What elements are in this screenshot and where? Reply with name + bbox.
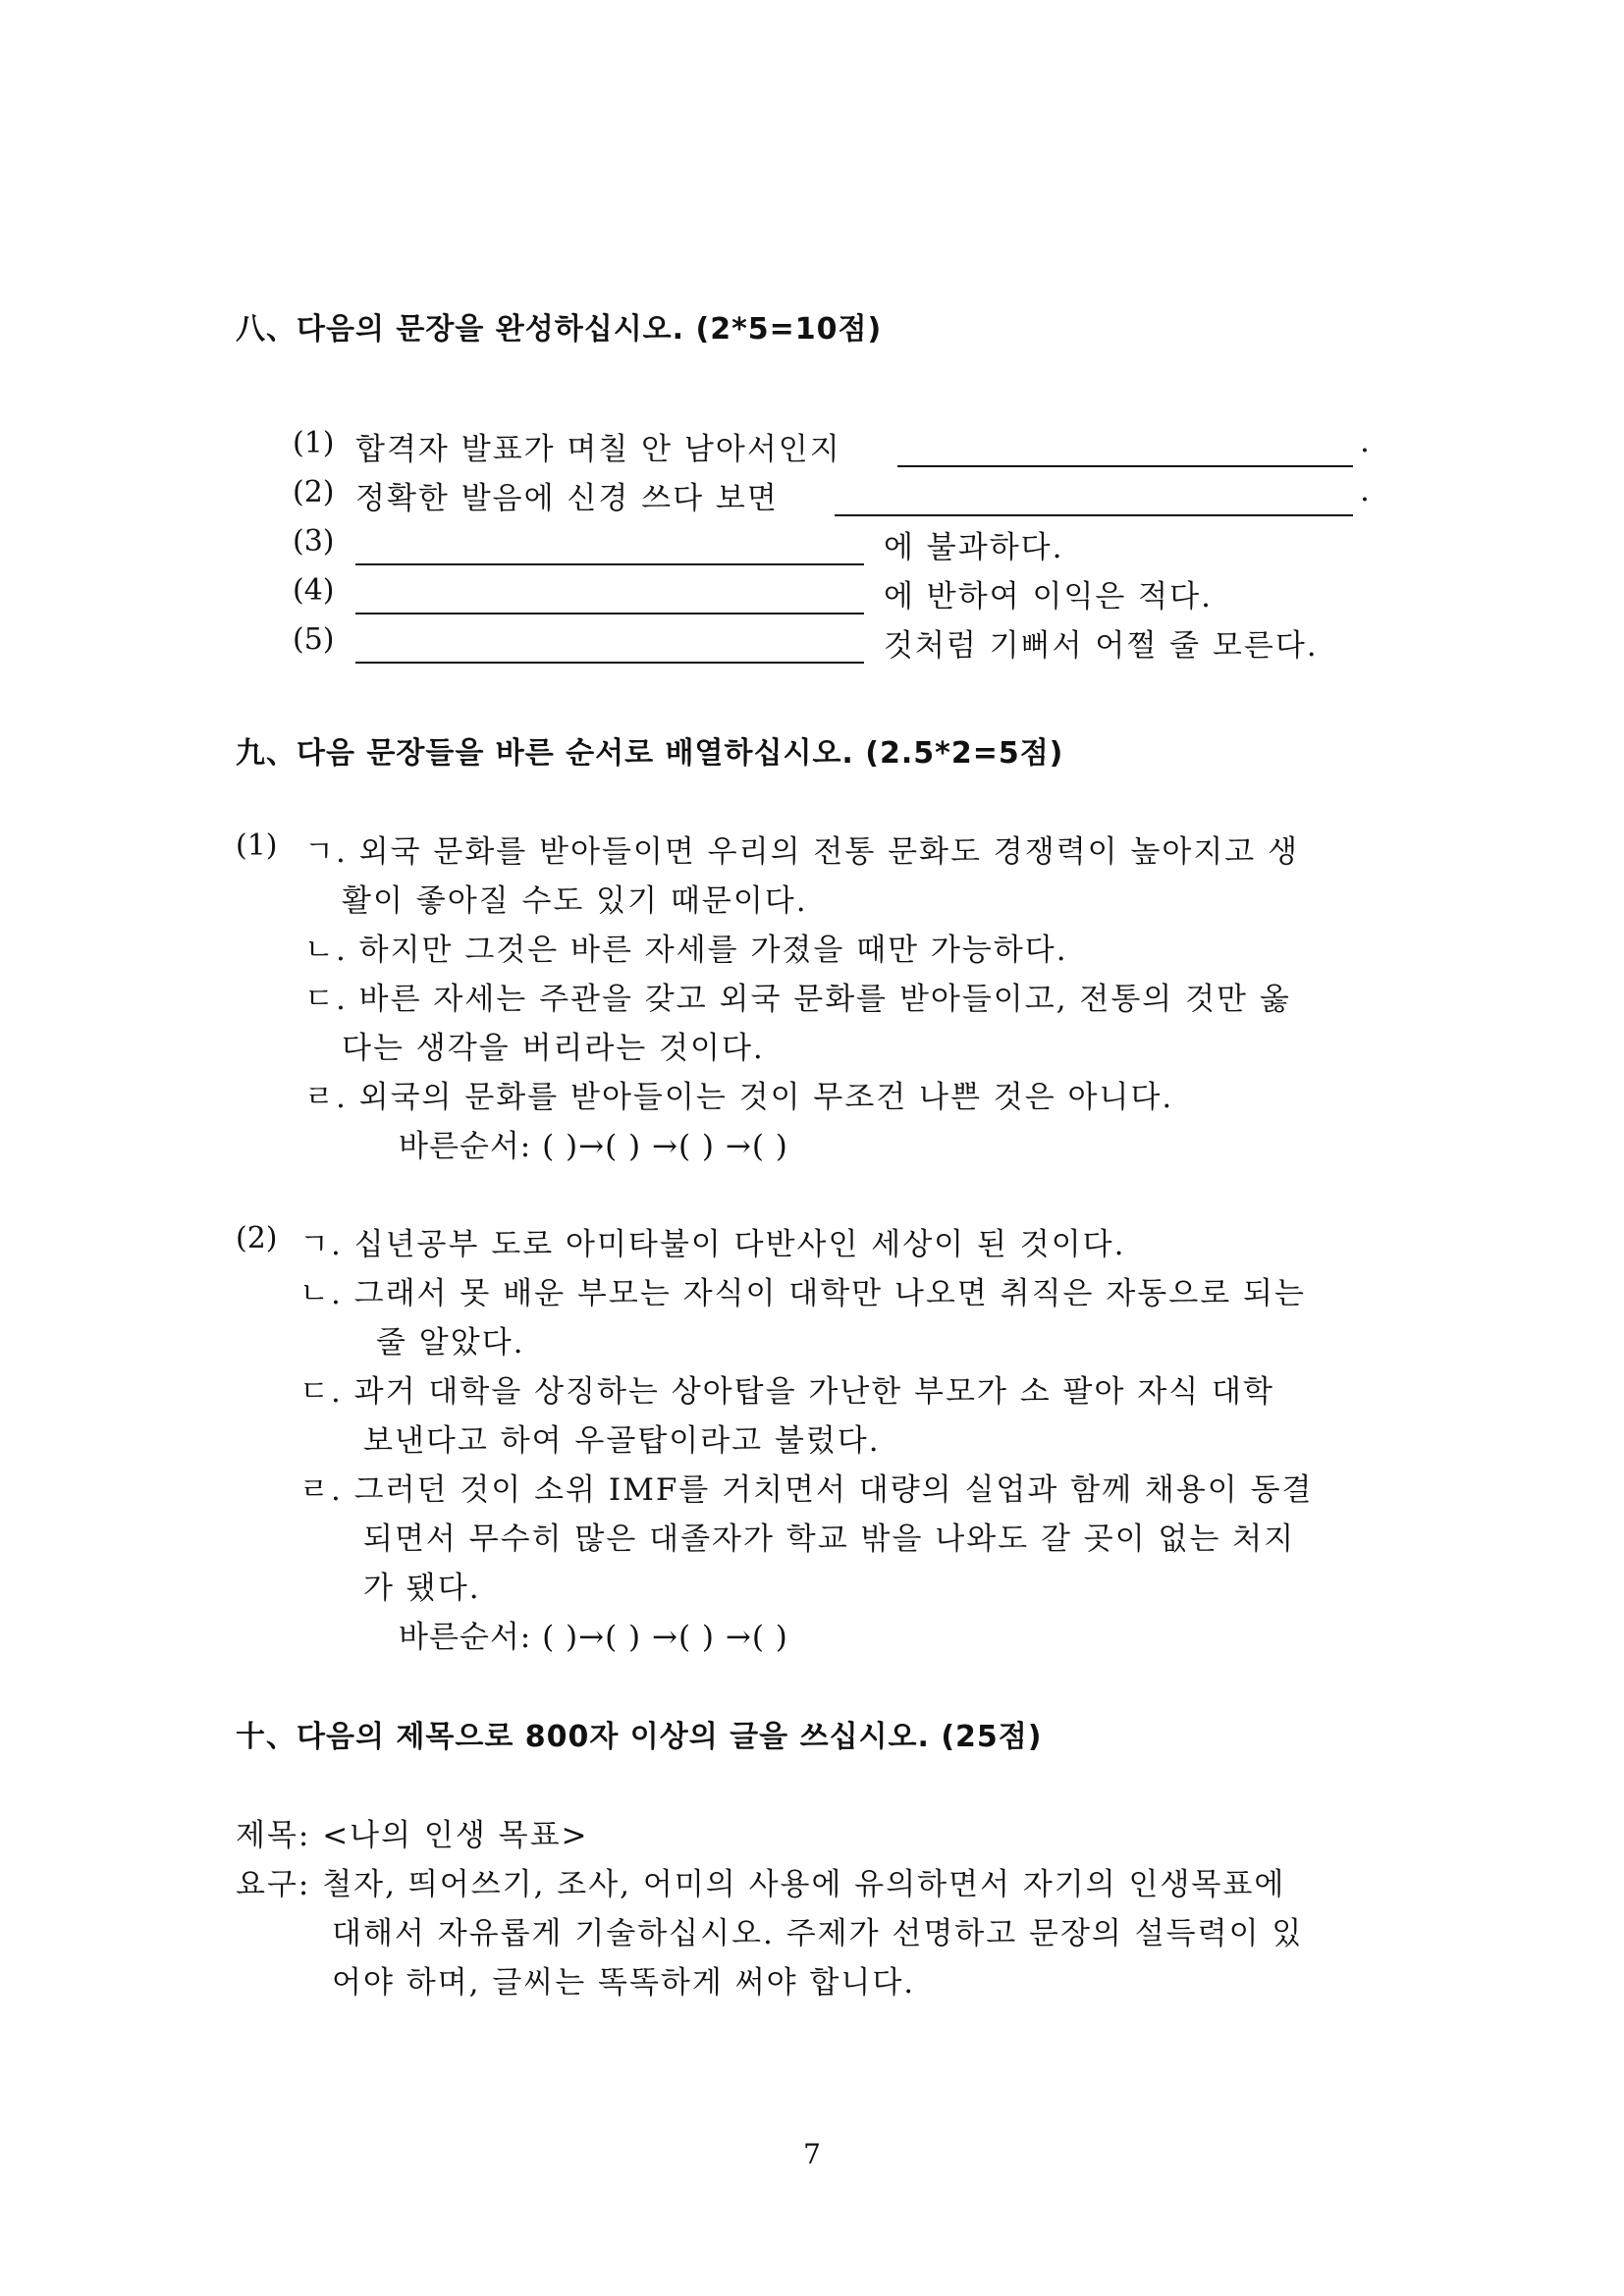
q1-option-c-line1: ㄷ. 바른 자세는 주관을 갖고 외국 문화를 받아들이고, 전통의 것만 옳 [304, 982, 1291, 1017]
q1-option-a-line2: 활이 좋아질 수도 있기 때문이다. [342, 883, 808, 919]
answer-blank[interactable] [355, 534, 864, 565]
q1-option-d: ㄹ. 외국의 문화를 받아들이는 것이 무조건 나쁜 것은 아니다. [304, 1080, 1174, 1115]
q2-option-b-line2: 줄 알았다. [376, 1325, 525, 1361]
essay-requirement-line3: 어야 하며, 글씨는 똑똑하게 써야 합니다. [332, 1965, 916, 2001]
q2-option-d-line1: ㄹ. 그러던 것이 소위 IMF를 거치면서 대량의 실업과 함께 채용이 동결 [299, 1472, 1314, 1508]
answer-blank[interactable] [897, 436, 1353, 467]
answer-blank[interactable] [355, 632, 864, 664]
item-1-period: . [1360, 424, 1372, 459]
page-number: 7 [803, 2138, 821, 2170]
item-1-text: 합격자 발표가 며칠 안 남아서인지 [355, 432, 841, 467]
item-number: (5) [293, 622, 335, 657]
answer-blank[interactable] [355, 583, 864, 614]
q2-option-c-line2: 보낸다고 하여 우골탑이라고 불렀다. [363, 1423, 881, 1459]
item-2-period: . [1360, 473, 1372, 508]
q2-option-a: ㄱ. 십년공부 도로 아미타불이 다반사인 세상이 된 것이다. [299, 1227, 1126, 1262]
item-number: (4) [293, 573, 335, 608]
item-number: (2) [293, 475, 335, 509]
q2-answer-order[interactable]: 바른순서: ( )→( ) →( ) →( ) [399, 1620, 788, 1655]
item-2-text: 정확한 발음에 신경 쓰다 보면 [355, 481, 779, 516]
section-8-heading: 八、다음의 문장을 완성하십시오. (2*5=10점) [236, 312, 883, 347]
item-3-text: 에 불과하다. [884, 530, 1064, 565]
q2-option-b-line1: ㄴ. 그래서 못 배운 부모는 자식이 대학만 나오면 취직은 자동으로 되는 [299, 1276, 1306, 1311]
q1-answer-order[interactable]: 바른순서: ( )→( ) →( ) →( ) [399, 1129, 788, 1164]
essay-requirement-line1: 요구: 철자, 띄어쓰기, 조사, 어미의 사용에 유의하면서 자기의 인생목표에 [236, 1867, 1286, 1902]
item-5-text: 것처럼 기뻐서 어쩔 줄 모른다. [884, 628, 1319, 664]
essay-title: 제목: <나의 인생 목표> [236, 1818, 589, 1853]
q2-option-d-line3: 가 됐다. [363, 1571, 481, 1606]
question-2-number: (2) [236, 1221, 278, 1255]
section-9-heading: 九、다음 문장들을 바른 순서로 배열하십시오. (2.5*2=5점) [236, 736, 1064, 771]
q1-option-a-line1: ㄱ. 외국 문화를 받아들이면 우리의 전통 문화도 경쟁력이 높아지고 생 [304, 834, 1300, 870]
question-1-number: (1) [236, 828, 278, 863]
item-number: (1) [293, 426, 335, 460]
essay-requirement-line2: 대해서 자유롭게 기술하십시오. 주제가 선명하고 문장의 설득력이 있 [332, 1916, 1304, 1951]
item-4-text: 에 반하여 이익은 적다. [884, 579, 1213, 614]
section-10-heading: 十、다음의 제목으로 800자 이상의 글을 쓰십시오. (25점) [236, 1720, 1043, 1754]
q2-option-c-line1: ㄷ. 과거 대학을 상징하는 상아탑을 가난한 부모가 소 팔아 자식 대학 [299, 1374, 1274, 1410]
item-number: (3) [293, 524, 335, 559]
q2-option-d-line2: 되면서 무수히 많은 대졸자가 학교 밖을 나와도 갈 곳이 없는 처지 [363, 1522, 1296, 1557]
q1-option-b: ㄴ. 하지만 그것은 바른 자세를 가졌을 때만 가능하다. [304, 933, 1068, 968]
answer-blank[interactable] [835, 485, 1353, 516]
q1-option-c-line2: 다는 생각을 버리라는 것이다. [342, 1031, 765, 1066]
